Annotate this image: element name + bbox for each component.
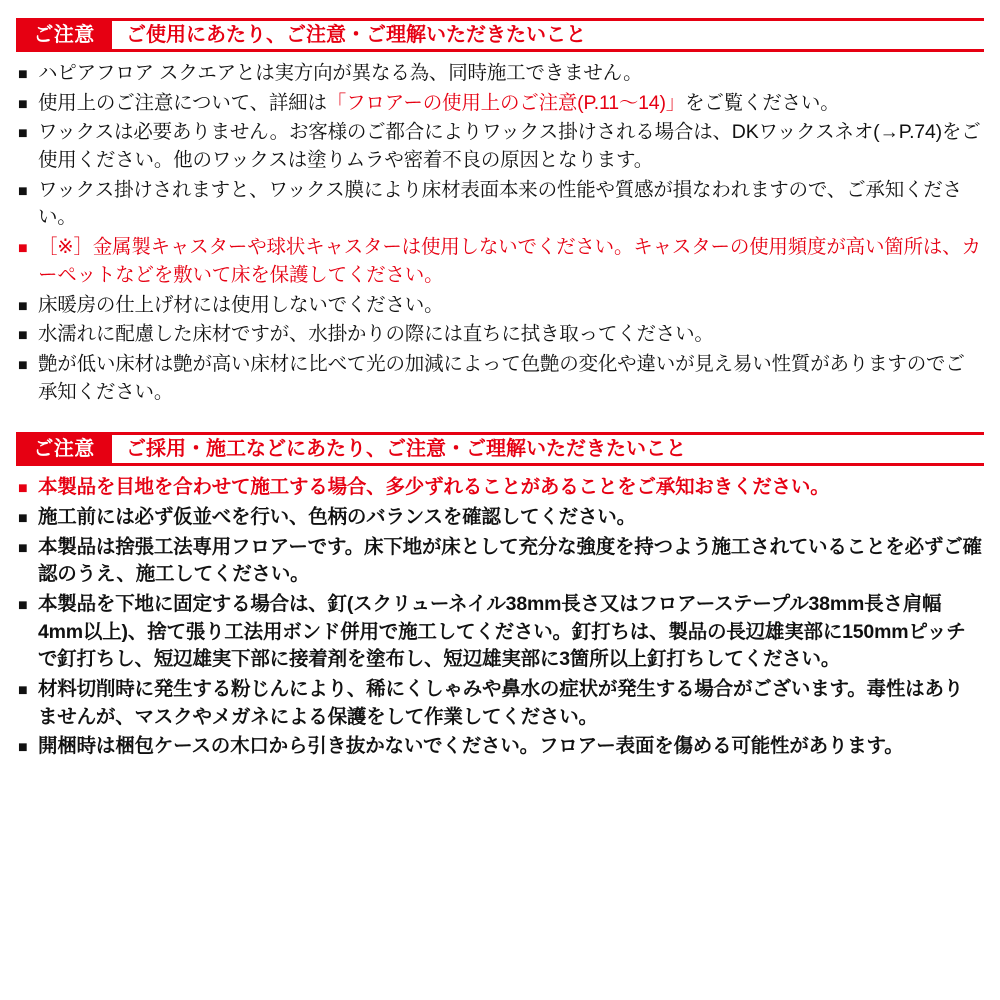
- square-bullet-icon: ■: [18, 539, 28, 557]
- list-item: [18, 119, 982, 174]
- list-item-text: [38, 351, 982, 406]
- list-item: [18, 504, 982, 532]
- text-run: ワックス掛けされますと、ワックス膜により床材表面本来の性能や質感が損なわれますので、ご承知ください。: [38, 178, 962, 229]
- square-bullet-icon: ■: [18, 66, 28, 83]
- notice-section: [16, 18, 984, 406]
- square-bullet-icon: ■: [18, 297, 28, 315]
- square-bullet-icon: ■: [18, 182, 28, 200]
- text-run: 開梱時は梱包ケースの木口から引き抜かないでください。フロアー表面を傷める可能性があります。: [38, 735, 904, 758]
- square-bullet-icon: ■: [18, 356, 28, 374]
- section-header: [16, 18, 984, 52]
- text-run: 「フロアーの使用上のご注意(P.11〜14)」: [326, 91, 686, 114]
- list-item: [18, 321, 982, 349]
- section-title: ご使用にあたり、ご注意・ご理解いただきたいこと: [126, 24, 586, 46]
- section-badge: ご注意: [16, 435, 112, 463]
- sections-container: [16, 18, 984, 761]
- list-item: [18, 534, 982, 589]
- section-header: [16, 432, 984, 466]
- text-run: 材料切削時に発生する粉じんにより、稀にくしゃみや鼻水の症状が発生する場合がございます。毒性はありませんが、マスクやメガネによる保護をして作業してください。: [38, 678, 964, 728]
- text-run: 艶が低い床材は艶が高い床材に比べて光の加減によって色艶の変化や違いが見え易い性質がありますのでご承知ください。: [38, 352, 965, 403]
- square-bullet-icon: ■: [18, 509, 28, 527]
- square-bullet-icon: ■: [18, 480, 28, 498]
- text-run: をご覧ください。: [685, 91, 840, 114]
- notice-list: [16, 52, 984, 406]
- square-bullet-icon: ■: [18, 682, 28, 700]
- text-run: ワックスは必要ありません。お客様のご都合によりワックス掛けされる場合は、DKワックスネオ(→P.74)をご使用ください。他のワックスは塗りムラや密着不良の原因となります。: [38, 121, 981, 172]
- list-item: [18, 591, 982, 674]
- text-run: 本製品は捨張工法専用フロアーです。床下地が床として充分な強度を持つよう施工されていることを必ずご確認のうえ、施工してください。: [38, 535, 982, 586]
- list-item-text: [38, 534, 982, 589]
- square-bullet-icon: ■: [18, 327, 28, 345]
- section-badge: ご注意: [16, 21, 112, 49]
- list-item: [18, 90, 982, 118]
- square-bullet-icon: ■: [18, 125, 28, 143]
- list-item: [18, 351, 982, 406]
- list-item: [18, 292, 982, 320]
- list-item: [18, 474, 982, 502]
- list-item-text: [38, 90, 982, 118]
- notice-list: [16, 466, 984, 761]
- square-bullet-icon: ■: [18, 240, 28, 258]
- text-run: 床暖房の仕上げ材には使用しないでください。: [38, 293, 444, 316]
- square-bullet-icon: ■: [18, 597, 28, 614]
- list-item-text: [38, 474, 982, 502]
- notice-section: [16, 432, 984, 761]
- list-item-text: [38, 60, 982, 88]
- list-item-text: [38, 733, 982, 761]
- square-bullet-icon: ■: [18, 739, 28, 757]
- text-run: 本製品を目地を合わせて施工する場合、多少ずれることがあることをご承知おきください。: [38, 476, 830, 499]
- list-item: [18, 60, 982, 88]
- text-run: ［※］金属製キャスターや球状キャスターは使用しないでください。キャスターの使用頻度が高い箇所は、カーペットなどを敷いて床を保護してください。: [38, 236, 981, 286]
- list-item: [18, 733, 982, 761]
- list-item: [18, 676, 982, 731]
- text-run: 使用上のご注意について、詳細は: [38, 91, 327, 114]
- list-item: [18, 177, 982, 232]
- square-bullet-icon: ■: [18, 95, 28, 113]
- list-item: [18, 234, 982, 289]
- list-item-text: [38, 504, 982, 532]
- list-item-text: [38, 234, 982, 289]
- list-item-text: [38, 292, 982, 320]
- text-run: ハピアフロア スクエアとは実方向が異なる為、同時施工できません。: [38, 62, 643, 84]
- text-run: 水濡れに配慮した床材ですが、水掛かりの際には直ちに拭き取ってください。: [38, 323, 714, 346]
- text-run: 施工前には必ず仮並べを行い、色柄のバランスを確認してください。: [38, 505, 636, 528]
- text-run: 本製品を下地に固定する場合は、釘(スクリューネイル38mm長さ又はフロアーステープル38mm長さ肩幅4mm以上)、捨て張り工法用ボンド併用で施工してください。釘打ちは、製品の長辺雄実部に150mmピッチで釘打ちし、短辺雄実下部に接着剤を塗布し、短辺雄実部に3箇所以上釘打ちしてください。: [38, 593, 966, 671]
- list-item-text: [38, 676, 982, 731]
- list-item-text: [38, 321, 982, 349]
- section-title: ご採用・施工などにあたり、ご注意・ご理解いただきたいこと: [126, 438, 686, 461]
- list-item-text: [38, 177, 982, 232]
- list-item-text: [38, 591, 982, 674]
- list-item-text: [38, 119, 982, 174]
